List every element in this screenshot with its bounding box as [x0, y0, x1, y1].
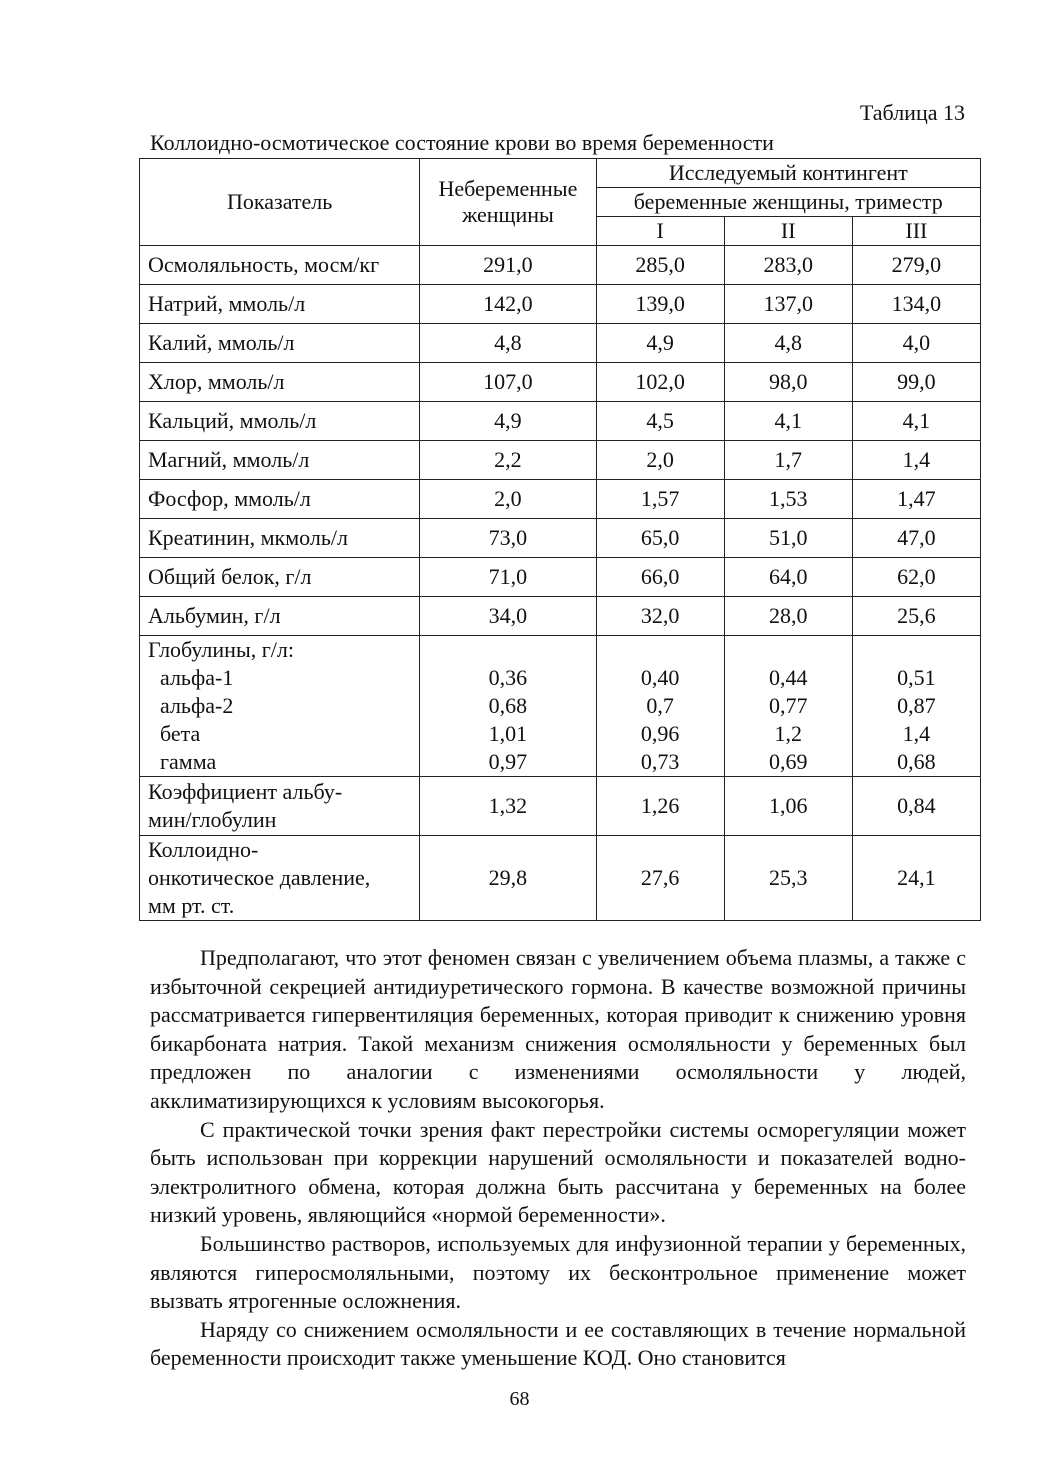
table-cell: 4,9: [420, 402, 596, 441]
table-row: [140, 441, 981, 480]
table-cell: 98,0: [724, 363, 852, 402]
table-cell: 4,0: [852, 324, 980, 363]
globulin-beta-label: бета: [160, 721, 201, 746]
globulins-nonpregnant-cell: [420, 636, 596, 777]
pressure-label-line2: онкотическое давление,: [148, 865, 371, 890]
table-cell: 66,0: [596, 558, 724, 597]
header-group: Исследуемый контингент: [596, 159, 980, 188]
coefficient-label-line2: мин/глобулин: [148, 807, 277, 832]
row-label: Креатинин, мкмоль/л: [140, 519, 420, 558]
table-cell: 73,0: [420, 519, 596, 558]
globulins-label: Глобулины, г/л:: [148, 637, 294, 662]
coefficient-label-cell: [140, 777, 420, 836]
globulin-alpha1-label: альфа-1: [160, 665, 234, 690]
table-cell: 99,0: [852, 363, 980, 402]
table-cell: 4,1: [852, 402, 980, 441]
table-cell: 1,57: [596, 480, 724, 519]
paragraph: Большинство растворов, используемых для инфузионной терапии у беременных, являются гиперосмоляльными, поэтому их бесконтрольное применение может вызвать ятрогенные осложнения.: [150, 1230, 966, 1314]
globulin-gamma-label: гамма: [160, 749, 217, 774]
table-cell: 0,44: [768, 665, 808, 690]
paragraph: Наряду со снижением осмоляльности и ее составляющих в течение нормальной беременности происходит также уменьшение КОД. Оно становится: [150, 1316, 966, 1371]
table-cell: 1,06: [724, 777, 852, 836]
table-cell: 32,0: [596, 597, 724, 636]
header-row-1: [140, 159, 981, 188]
row-label: Хлор, ммоль/л: [140, 363, 420, 402]
table-cell: 4,1: [724, 402, 852, 441]
table-cell: 102,0: [596, 363, 724, 402]
paragraph: Предполагают, что этот феномен связан с увеличением объема плазмы, а также с избыточной секрецией антидиуретического гормона. В качестве возможной причины рассматривается гипервентиляция беременных, которая приводит к снижению уровня бикарбоната натрия. Такой механизм снижения осмоляльности у беременных был предложен по аналогии с изменениями осмоляльности у людей, акклиматизирующихся к условиям высокогорья.: [150, 945, 966, 1113]
table-cell: 0,36: [488, 665, 528, 690]
table-cell: 64,0: [724, 558, 852, 597]
pressure-label-line3: мм рт. ст.: [148, 893, 235, 918]
table-cell: 1,2: [774, 721, 802, 746]
table-cell: 29,8: [420, 836, 596, 921]
table-cell: 25,6: [852, 597, 980, 636]
table-cell: 1,7: [724, 441, 852, 480]
table-cell: 62,0: [852, 558, 980, 597]
body-text: [150, 944, 966, 1373]
header-nonpregnant: [420, 159, 596, 246]
table-cell: 0,40: [640, 665, 680, 690]
table-cell: 139,0: [596, 285, 724, 324]
table-title: Коллоидно-осмотическое состояние крови во время беременности: [150, 130, 774, 155]
table-cell: 0,7: [646, 693, 674, 718]
table-cell: 2,0: [596, 441, 724, 480]
table-row: [140, 246, 981, 285]
table-cell: 142,0: [420, 285, 596, 324]
data-table: [139, 158, 981, 921]
globulins-trimester1-cell: [596, 636, 724, 777]
table-cell: 0,96: [640, 721, 680, 746]
table-cell: 291,0: [420, 246, 596, 285]
header-trimester-1: I: [596, 217, 724, 246]
table-cell: 0,68: [488, 693, 528, 718]
table-cell: 0,87: [897, 693, 936, 718]
table-cell: 28,0: [724, 597, 852, 636]
table-cell: 47,0: [852, 519, 980, 558]
table-row: [140, 480, 981, 519]
row-label: Альбумин, г/л: [140, 597, 420, 636]
table-cell: 4,8: [724, 324, 852, 363]
table-row: [140, 519, 981, 558]
table-cell: 279,0: [852, 246, 980, 285]
header-nonpregnant-line1: Небеременные: [438, 176, 578, 201]
table-cell: 1,47: [852, 480, 980, 519]
row-label: Осмоляльность, мосм/кг: [140, 246, 420, 285]
table-cell: 107,0: [420, 363, 596, 402]
globulins-label-cell: [140, 636, 420, 777]
paragraph: С практической точки зрения факт перестройки системы осморегуляции может быть использован при коррекции нарушений осмоляльности и показателей водно-электролитного обмена, которая должна быть рассчитана у беременных на более низкий уровень, являющийся «нормой беременности».: [150, 1116, 966, 1228]
header-subgroup: беременные женщины, триместр: [596, 188, 980, 217]
row-label: Калий, ммоль/л: [140, 324, 420, 363]
globulins-trimester3-cell: [852, 636, 980, 777]
table-row: [140, 324, 981, 363]
table-cell: 0,51: [897, 665, 936, 690]
table-cell: 0,84: [852, 777, 980, 836]
table-row-coefficient: [140, 777, 981, 836]
table-cell: 4,8: [420, 324, 596, 363]
table-cell: 0,69: [768, 749, 808, 774]
globulin-alpha2-label: альфа-2: [160, 693, 234, 718]
table-cell: 4,5: [596, 402, 724, 441]
table-cell: 1,4: [902, 721, 931, 746]
table-cell: 0,73: [640, 749, 680, 774]
table-cell: 1,26: [596, 777, 724, 836]
row-label: Общий белок, г/л: [140, 558, 420, 597]
table-cell: 0,77: [768, 693, 808, 718]
table-row: [140, 285, 981, 324]
table-cell: 27,6: [596, 836, 724, 921]
table-cell: 2,2: [420, 441, 596, 480]
table-cell: 0,68: [897, 749, 936, 774]
table-cell: 34,0: [420, 597, 596, 636]
table-cell: 24,1: [852, 836, 980, 921]
table-row: [140, 597, 981, 636]
header-trimester-3: III: [852, 217, 980, 246]
table-cell: 283,0: [724, 246, 852, 285]
header-nonpregnant-line2: женщины: [462, 202, 554, 227]
table-cell: 65,0: [596, 519, 724, 558]
table-cell: 51,0: [724, 519, 852, 558]
table-row: [140, 558, 981, 597]
table-row: [140, 402, 981, 441]
table-row-globulins: [140, 636, 981, 777]
table-row-pressure: [140, 836, 981, 921]
globulins-trimester2-cell: [724, 636, 852, 777]
table-cell: 1,01: [488, 721, 528, 746]
row-label: Натрий, ммоль/л: [140, 285, 420, 324]
table-cell: 71,0: [420, 558, 596, 597]
coefficient-label-line1: Коэффициент альбу-: [148, 779, 343, 804]
table-cell: 4,9: [596, 324, 724, 363]
table-cell: 285,0: [596, 246, 724, 285]
pressure-label-cell: [140, 836, 420, 921]
row-label: Кальций, ммоль/л: [140, 402, 420, 441]
table-cell: 134,0: [852, 285, 980, 324]
table-cell: 137,0: [724, 285, 852, 324]
pressure-label-line1: Коллоидно-: [148, 837, 259, 862]
table-cell: 1,53: [724, 480, 852, 519]
table-cell: 1,32: [420, 777, 596, 836]
table-cell: 25,3: [724, 836, 852, 921]
table-row: [140, 363, 981, 402]
table-cell: 1,4: [852, 441, 980, 480]
table-number: Таблица 13: [859, 100, 965, 125]
page-number: 68: [509, 1388, 530, 1410]
table-cell: 0,97: [488, 749, 528, 774]
header-indicator: Показатель: [140, 159, 420, 246]
row-label: Магний, ммоль/л: [140, 441, 420, 480]
row-label: Фосфор, ммоль/л: [140, 480, 420, 519]
table-cell: 2,0: [420, 480, 596, 519]
header-trimester-2: II: [724, 217, 852, 246]
